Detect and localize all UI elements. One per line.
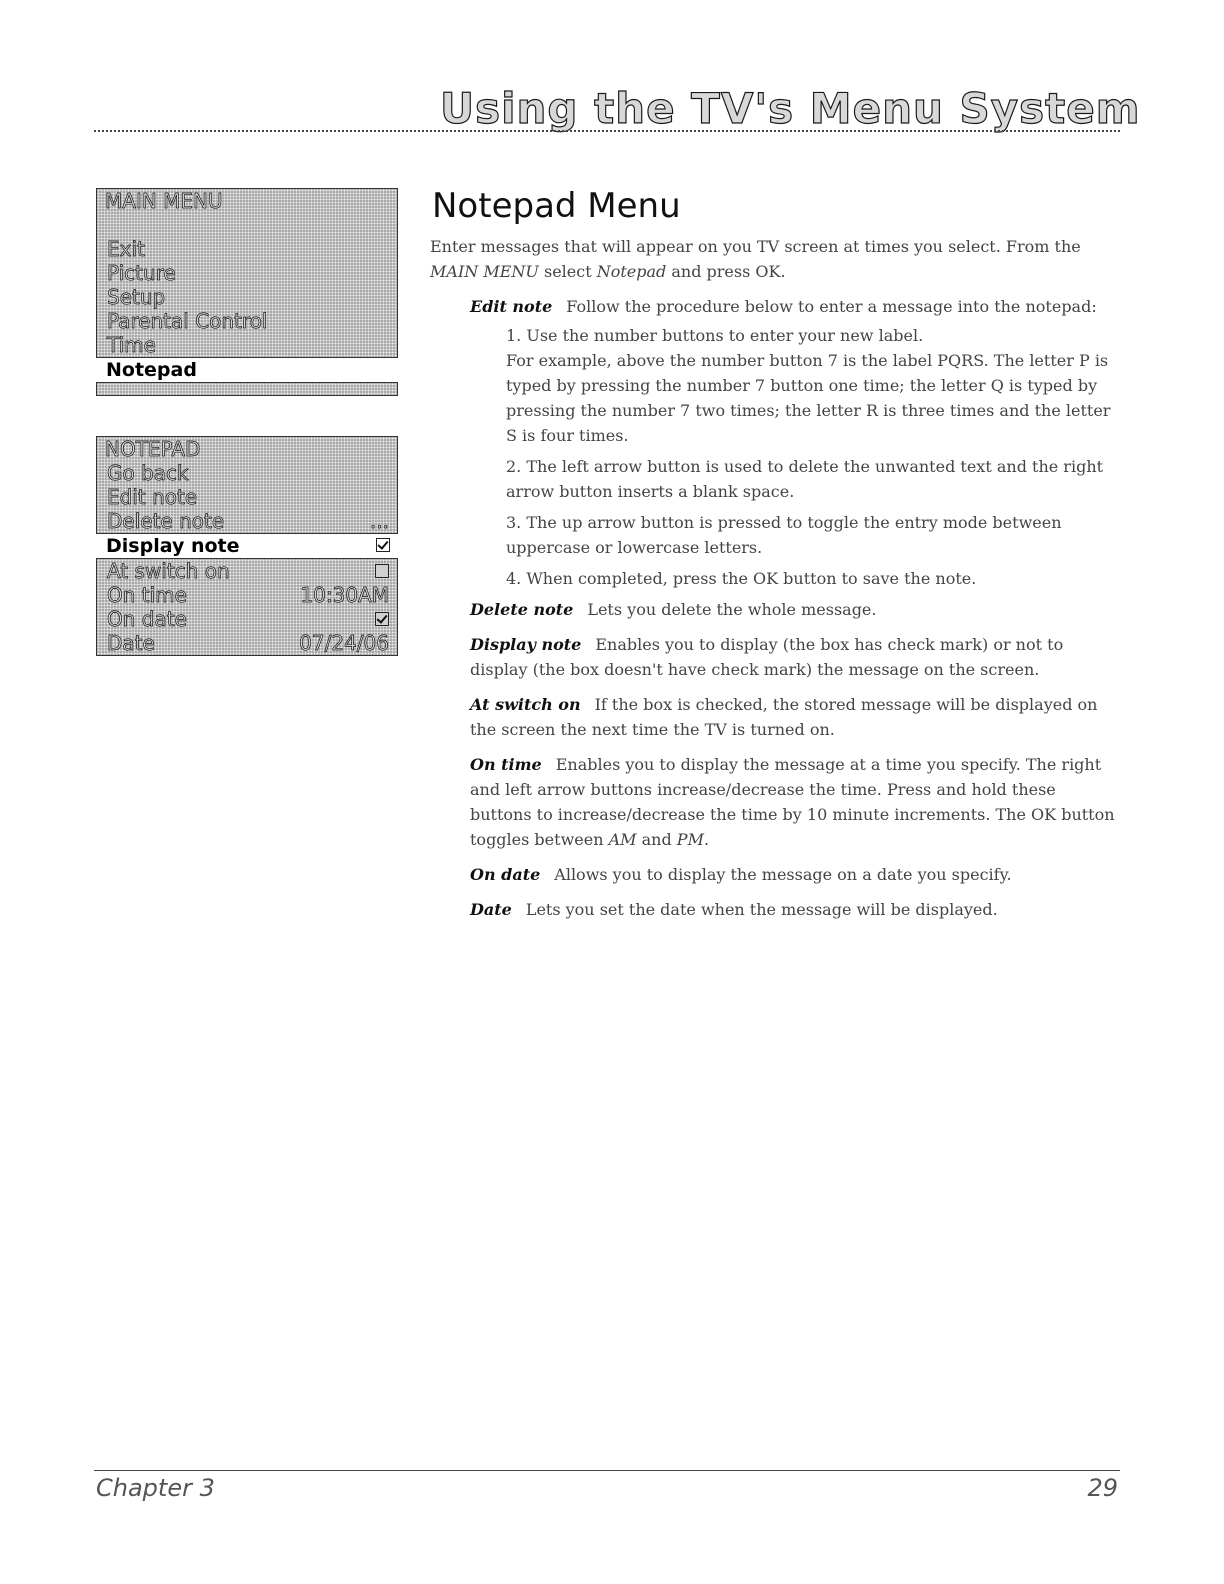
delete-note-entry bbox=[470, 597, 1120, 622]
edit-note-term: Edit note bbox=[470, 297, 553, 316]
notepad-item-on-time-label: On time bbox=[107, 583, 187, 607]
intro-notepad: Notepad bbox=[596, 262, 667, 281]
footer-chapter: Chapter 3 bbox=[96, 1474, 215, 1502]
notepad-menu-box-top bbox=[96, 436, 398, 534]
on-time-pm: PM bbox=[676, 830, 704, 849]
on-time-end: . bbox=[703, 830, 710, 849]
delete-note-term: Delete note bbox=[470, 600, 574, 619]
notepad-item-edit-note[interactable]: Edit note bbox=[107, 485, 198, 509]
notepad-item-at-switch-on[interactable] bbox=[97, 559, 397, 583]
date-desc: Lets you set the date when the message will be displayed. bbox=[525, 900, 998, 919]
checkbox-checked-icon[interactable] bbox=[376, 538, 390, 552]
date-term: Date bbox=[470, 900, 512, 919]
step-4: 4. When completed, press the OK button to save the note. bbox=[506, 569, 977, 588]
section-title: Notepad Menu bbox=[432, 186, 681, 226]
on-time-desc: Enables you to display the message at a time you specify. The right and left arrow buttons increase/decrease the time. Press and hold these buttons to increase/decrease the time by 10 minute increments. The OK button toggles between bbox=[470, 755, 1115, 849]
step-2: 2. The left arrow button is used to delete the unwanted text and the right arrow button inserts a blank space. bbox=[506, 457, 1104, 501]
edit-note-entry bbox=[470, 294, 1120, 319]
content-column bbox=[430, 186, 1120, 922]
notepad-item-date-label: Date bbox=[107, 631, 155, 655]
step-1-example: For example, above the number button 7 is the label PQRS. The letter P is typed by pressing the number 7 button one time; the letter Q is typed by pressing the number 7 two times; the letter R is three times and the letter S is four times. bbox=[506, 351, 1111, 445]
notepad-item-go-back[interactable]: Go back bbox=[107, 461, 189, 485]
date-entry bbox=[470, 897, 1120, 922]
intro-text-2: select bbox=[538, 262, 597, 281]
notepad-item-delete-note-label: Delete note bbox=[107, 509, 225, 533]
on-time-and: and bbox=[636, 830, 677, 849]
notepad-item-on-date-label: On date bbox=[107, 607, 187, 631]
edit-note-desc: Follow the procedure below to enter a message into the notepad: bbox=[566, 297, 1097, 316]
at-switch-on-desc: If the box is checked, the stored message will be displayed on the screen the next time the TV is turned on. bbox=[470, 695, 1098, 739]
main-menu-item-notepad[interactable]: Notepad bbox=[96, 358, 398, 382]
at-switch-on-term: At switch on bbox=[470, 695, 581, 714]
notepad-item-delete-note[interactable] bbox=[97, 509, 397, 533]
notepad-menu-title: NOTEPAD bbox=[105, 437, 201, 461]
notepad-menu-box-bottom bbox=[96, 558, 398, 656]
main-menu-bottom-bar bbox=[96, 382, 398, 396]
on-time-am: AM bbox=[608, 830, 637, 849]
on-date-term: On date bbox=[470, 865, 541, 884]
main-menu-title: MAIN MENU bbox=[105, 189, 223, 213]
step-3: 3. The up arrow button is pressed to toggle the entry mode between uppercase or lowercase letters. bbox=[506, 513, 1062, 557]
notepad-menu-screenshot bbox=[96, 436, 398, 656]
on-date-entry bbox=[470, 862, 1120, 887]
step-1-text: 1. Use the number buttons to enter your new label. bbox=[506, 326, 924, 345]
footer-rule bbox=[94, 1470, 1120, 1471]
main-menu-item-time[interactable]: Time bbox=[107, 333, 156, 357]
main-menu-item-setup[interactable]: Setup bbox=[107, 285, 166, 309]
on-time-term: On time bbox=[470, 755, 542, 774]
page-header-title: Using the TV's Menu System bbox=[440, 84, 1141, 133]
step-1 bbox=[506, 323, 1120, 448]
delete-note-desc: Lets you delete the whole message. bbox=[587, 600, 877, 619]
checkbox-empty-icon[interactable] bbox=[375, 564, 389, 578]
notepad-item-at-switch-on-label: At switch on bbox=[107, 559, 230, 583]
intro-paragraph bbox=[430, 234, 1120, 284]
main-menu-item-parental-control[interactable]: Parental Control bbox=[107, 309, 268, 333]
display-note-entry bbox=[470, 632, 1120, 682]
display-note-desc: Enables you to display (the box has check mark) or not to display (the box doesn't have check mark) the message on the screen. bbox=[470, 635, 1064, 679]
checkbox-checked-icon[interactable] bbox=[375, 612, 389, 626]
notepad-item-date-value: 07/24/06 bbox=[299, 631, 389, 655]
notepad-item-on-time-value: 10:30AM bbox=[300, 583, 389, 607]
main-menu-item-picture[interactable]: Picture bbox=[107, 261, 176, 285]
on-date-desc: Allows you to display the message on a date you specify. bbox=[554, 865, 1012, 884]
ellipsis-icon: ... bbox=[369, 509, 389, 533]
footer-page-number: 29 bbox=[1087, 1474, 1118, 1502]
main-menu-screenshot bbox=[96, 188, 398, 396]
notepad-item-on-time[interactable] bbox=[97, 583, 397, 607]
header-rule bbox=[94, 130, 1120, 132]
notepad-item-on-date[interactable] bbox=[97, 607, 397, 631]
notepad-item-date[interactable] bbox=[97, 631, 397, 655]
at-switch-on-entry bbox=[470, 692, 1120, 742]
notepad-item-display-note[interactable] bbox=[96, 534, 398, 558]
intro-main-menu: MAIN MENU bbox=[430, 262, 539, 281]
intro-text-3: and press OK. bbox=[666, 262, 786, 281]
on-time-entry bbox=[470, 752, 1120, 852]
display-note-term: Display note bbox=[470, 635, 582, 654]
notepad-item-display-note-label: Display note bbox=[106, 535, 240, 557]
intro-text-1: Enter messages that will appear on you TV screen at times you select. From the bbox=[430, 237, 1081, 256]
main-menu-item-exit[interactable]: Exit bbox=[107, 237, 145, 261]
main-menu-box bbox=[96, 188, 398, 358]
